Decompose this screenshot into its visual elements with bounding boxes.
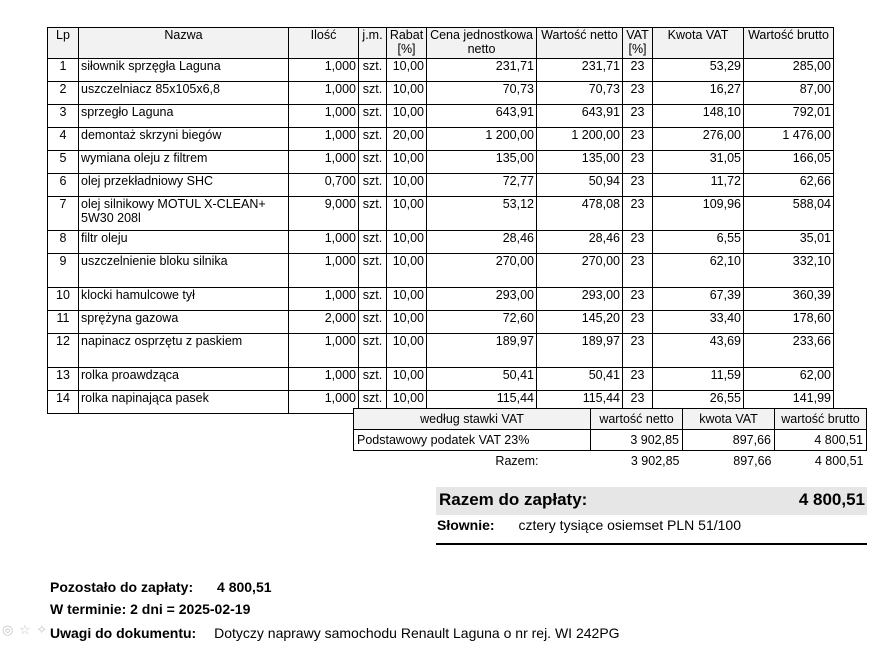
cell-unit-price: 70,73 [427,82,537,105]
cell-name: siłownik sprzęgła Laguna [79,59,289,82]
amount-due-value: 4 800,51 [798,490,865,509]
table-row [48,151,834,174]
cell-unit-price: 53,12 [427,197,537,231]
cell-gross: 87,00 [744,82,834,105]
cell-net: 270,00 [537,254,623,288]
vat-rate-vat: 897,66 [683,430,775,451]
table-row [48,368,834,391]
cell-unit: szt. [359,82,387,105]
cell-discount: 10,00 [387,391,427,414]
vat-total-label: Razem: [495,454,539,468]
cell-name: filtr oleju [79,231,289,254]
header-discount: Rabat [%] [387,28,427,59]
header-unit: j.m. [359,28,387,59]
cell-name: uszczelniacz 85x105x6,8 [79,82,289,105]
cell-lp: 7 [48,197,79,231]
cell-gross: 332,10 [744,254,834,288]
cell-lp: 9 [48,254,79,288]
table-row [48,59,834,82]
cell-unit: szt. [359,334,387,368]
remaining-label: Pozostało do zapłaty: [50,579,194,595]
cell-gross: 1 476,00 [744,128,834,151]
cell-vat: 23 [623,128,653,151]
cell-unit-price: 72,77 [427,174,537,197]
cell-net: 115,44 [537,391,623,414]
table-row [48,254,834,288]
cell-unit-price: 231,71 [427,59,537,82]
cell-unit-price: 1 200,00 [427,128,537,151]
payment-term: W terminie: 2 dni = 2025-02-19 [50,601,251,617]
cell-net: 50,41 [537,368,623,391]
cell-net: 478,08 [537,197,623,231]
cell-vat-amount: 276,00 [653,128,744,151]
cell-net: 643,91 [537,105,623,128]
cell-discount: 10,00 [387,311,427,334]
cell-qty: 1,000 [289,254,359,288]
cell-unit-price: 115,44 [427,391,537,414]
cell-vat-amount: 33,40 [653,311,744,334]
cell-unit-price: 643,91 [427,105,537,128]
table-row [48,105,834,128]
table-row [48,174,834,197]
cell-net: 231,71 [537,59,623,82]
cell-discount: 10,00 [387,105,427,128]
vat-rate-label: Podstawowy podatek VAT 23% [354,430,591,451]
document-notes [50,625,620,641]
cell-vat: 23 [623,254,653,288]
cell-unit-price: 28,46 [427,231,537,254]
cell-vat: 23 [623,334,653,368]
items-header-row [48,28,834,59]
cell-vat-amount: 11,59 [653,368,744,391]
cell-net: 70,73 [537,82,623,105]
cell-unit: szt. [359,391,387,414]
cell-vat-amount: 31,05 [653,151,744,174]
header-gross-value: Wartość brutto [744,28,834,59]
vat-header-gross: wartość brutto [775,409,867,430]
cell-discount: 20,00 [387,128,427,151]
cell-vat-amount: 6,55 [653,231,744,254]
cell-gross: 166,05 [744,151,834,174]
cell-net: 135,00 [537,151,623,174]
cell-name: olej silnikowy MOTUL X-CLEAN+ 5W30 208l [79,197,289,231]
vat-summary-table [353,408,867,471]
vat-header-net: wartość netto [591,409,683,430]
cell-vat-amount: 109,96 [653,197,744,231]
cell-vat: 23 [623,105,653,128]
cell-discount: 10,00 [387,231,427,254]
remaining-value: 4 800,51 [217,579,272,595]
cell-qty: 1,000 [289,82,359,105]
cell-gross: 792,01 [744,105,834,128]
cell-gross: 233,66 [744,334,834,368]
cell-unit: szt. [359,174,387,197]
cell-qty: 1,000 [289,151,359,174]
items-body [48,59,834,414]
cell-unit: szt. [359,288,387,311]
vat-rate-net: 3 902,85 [591,430,683,451]
table-row [48,288,834,311]
amount-due-label: Razem do zapłaty: [439,490,588,509]
cell-lp: 8 [48,231,79,254]
cell-lp: 6 [48,174,79,197]
cell-discount: 10,00 [387,82,427,105]
cell-qty: 0,700 [289,174,359,197]
cell-unit: szt. [359,128,387,151]
cell-unit: szt. [359,311,387,334]
cell-net: 50,94 [537,174,623,197]
cell-qty: 1,000 [289,59,359,82]
table-row [48,334,834,368]
cell-gross: 35,01 [744,231,834,254]
cell-gross: 360,39 [744,288,834,311]
cell-gross: 285,00 [744,59,834,82]
notes-label: Uwagi do dokumentu: [50,625,197,641]
cell-unit: szt. [359,105,387,128]
cell-name: napinacz osprzętu z paskiem [79,334,289,368]
cell-vat: 23 [623,174,653,197]
cell-lp: 11 [48,311,79,334]
header-vat: VAT [%] [623,28,653,59]
cell-vat: 23 [623,197,653,231]
cell-vat-amount: 148,10 [653,105,744,128]
amount-due-box [436,487,867,515]
cell-gross: 62,66 [744,174,834,197]
cell-name: rolka proawdząca [79,368,289,391]
cell-qty: 1,000 [289,105,359,128]
cell-unit-price: 135,00 [427,151,537,174]
cell-vat: 23 [623,151,653,174]
cell-vat: 23 [623,311,653,334]
cell-net: 1 200,00 [537,128,623,151]
header-qty: Ilość [289,28,359,59]
cell-qty: 1,000 [289,231,359,254]
cell-name: wymiana oleju z filtrem [79,151,289,174]
cell-discount: 10,00 [387,334,427,368]
cell-vat-amount: 43,69 [653,334,744,368]
cell-lp: 4 [48,128,79,151]
cell-vat: 23 [623,231,653,254]
cell-lp: 12 [48,334,79,368]
cell-qty: 1,000 [289,288,359,311]
amount-in-words-label: Słownie: [437,517,495,533]
amount-in-words-value: cztery tysiące osiemset PLN 51/100 [518,517,741,533]
table-row [48,231,834,254]
header-unit-price: Cena jednostkowa netto [427,28,537,59]
cell-qty: 1,000 [289,334,359,368]
cell-discount: 10,00 [387,174,427,197]
cell-vat-amount: 11,72 [653,174,744,197]
cell-vat: 23 [623,288,653,311]
items-table [47,27,834,414]
cell-net: 189,97 [537,334,623,368]
cell-unit-price: 293,00 [427,288,537,311]
header-name: Nazwa [79,28,289,59]
cell-lp: 3 [48,105,79,128]
table-row [48,82,834,105]
vat-total-row [354,451,867,472]
header-vat-amount: Kwota VAT [653,28,744,59]
cell-unit-price: 50,41 [427,368,537,391]
cell-discount: 10,00 [387,59,427,82]
vat-rate-row [354,430,867,451]
cell-lp: 14 [48,391,79,414]
cell-vat-amount: 26,55 [653,391,744,414]
cell-name: uszczelnienie bloku silnika [79,254,289,288]
table-row [48,311,834,334]
cell-unit: szt. [359,59,387,82]
cell-qty: 1,000 [289,391,359,414]
vat-rate-gross: 4 800,51 [775,430,867,451]
cell-net: 28,46 [537,231,623,254]
header-net-value: Wartość netto [537,28,623,59]
cell-qty: 2,000 [289,311,359,334]
cell-gross: 588,04 [744,197,834,231]
cell-discount: 10,00 [387,368,427,391]
cell-lp: 10 [48,288,79,311]
notes-value: Dotyczy naprawy samochodu Renault Laguna o nr rej. WI 242PG [214,625,620,641]
cell-vat: 23 [623,59,653,82]
vat-total-net: 3 902,85 [630,454,680,468]
cell-vat-amount: 67,39 [653,288,744,311]
vat-header-vat: kwota VAT [683,409,775,430]
cell-lp: 1 [48,59,79,82]
cell-qty: 1,000 [289,368,359,391]
cell-gross: 62,00 [744,368,834,391]
cell-unit-price: 270,00 [427,254,537,288]
cell-unit-price: 72,60 [427,311,537,334]
remaining-to-pay [50,579,272,595]
watermark-icon: ◎ ☆ ✧ [2,622,49,637]
cell-unit: szt. [359,368,387,391]
cell-vat: 23 [623,391,653,414]
cell-gross: 141,99 [744,391,834,414]
cell-lp: 2 [48,82,79,105]
cell-net: 145,20 [537,311,623,334]
cell-vat-amount: 53,29 [653,59,744,82]
divider [436,543,867,545]
cell-name: klocki hamulcowe tył [79,288,289,311]
cell-unit: szt. [359,231,387,254]
cell-vat-amount: 62,10 [653,254,744,288]
cell-unit-price: 189,97 [427,334,537,368]
cell-vat: 23 [623,368,653,391]
cell-name: demontaż skrzyni biegów [79,128,289,151]
amount-in-words [437,517,741,533]
vat-total-gross: 4 800,51 [814,454,864,468]
vat-header-row [354,409,867,430]
cell-discount: 10,00 [387,151,427,174]
cell-name: sprzegło Laguna [79,105,289,128]
cell-discount: 10,00 [387,197,427,231]
cell-net: 293,00 [537,288,623,311]
cell-name: sprężyna gazowa [79,311,289,334]
cell-name: olej przekładniowy SHC [79,174,289,197]
table-row [48,128,834,151]
cell-qty: 1,000 [289,128,359,151]
cell-qty: 9,000 [289,197,359,231]
table-row [48,197,834,231]
cell-discount: 10,00 [387,254,427,288]
vat-header-rate: według stawki VAT [354,409,591,430]
cell-unit: szt. [359,151,387,174]
cell-unit: szt. [359,197,387,231]
cell-discount: 10,00 [387,288,427,311]
cell-lp: 5 [48,151,79,174]
cell-gross: 178,60 [744,311,834,334]
cell-lp: 13 [48,368,79,391]
cell-vat: 23 [623,82,653,105]
cell-unit: szt. [359,254,387,288]
cell-vat-amount: 16,27 [653,82,744,105]
header-lp: Lp [48,28,79,59]
cell-name: rolka napinająca pasek [79,391,289,414]
vat-total-vat: 897,66 [733,454,772,468]
